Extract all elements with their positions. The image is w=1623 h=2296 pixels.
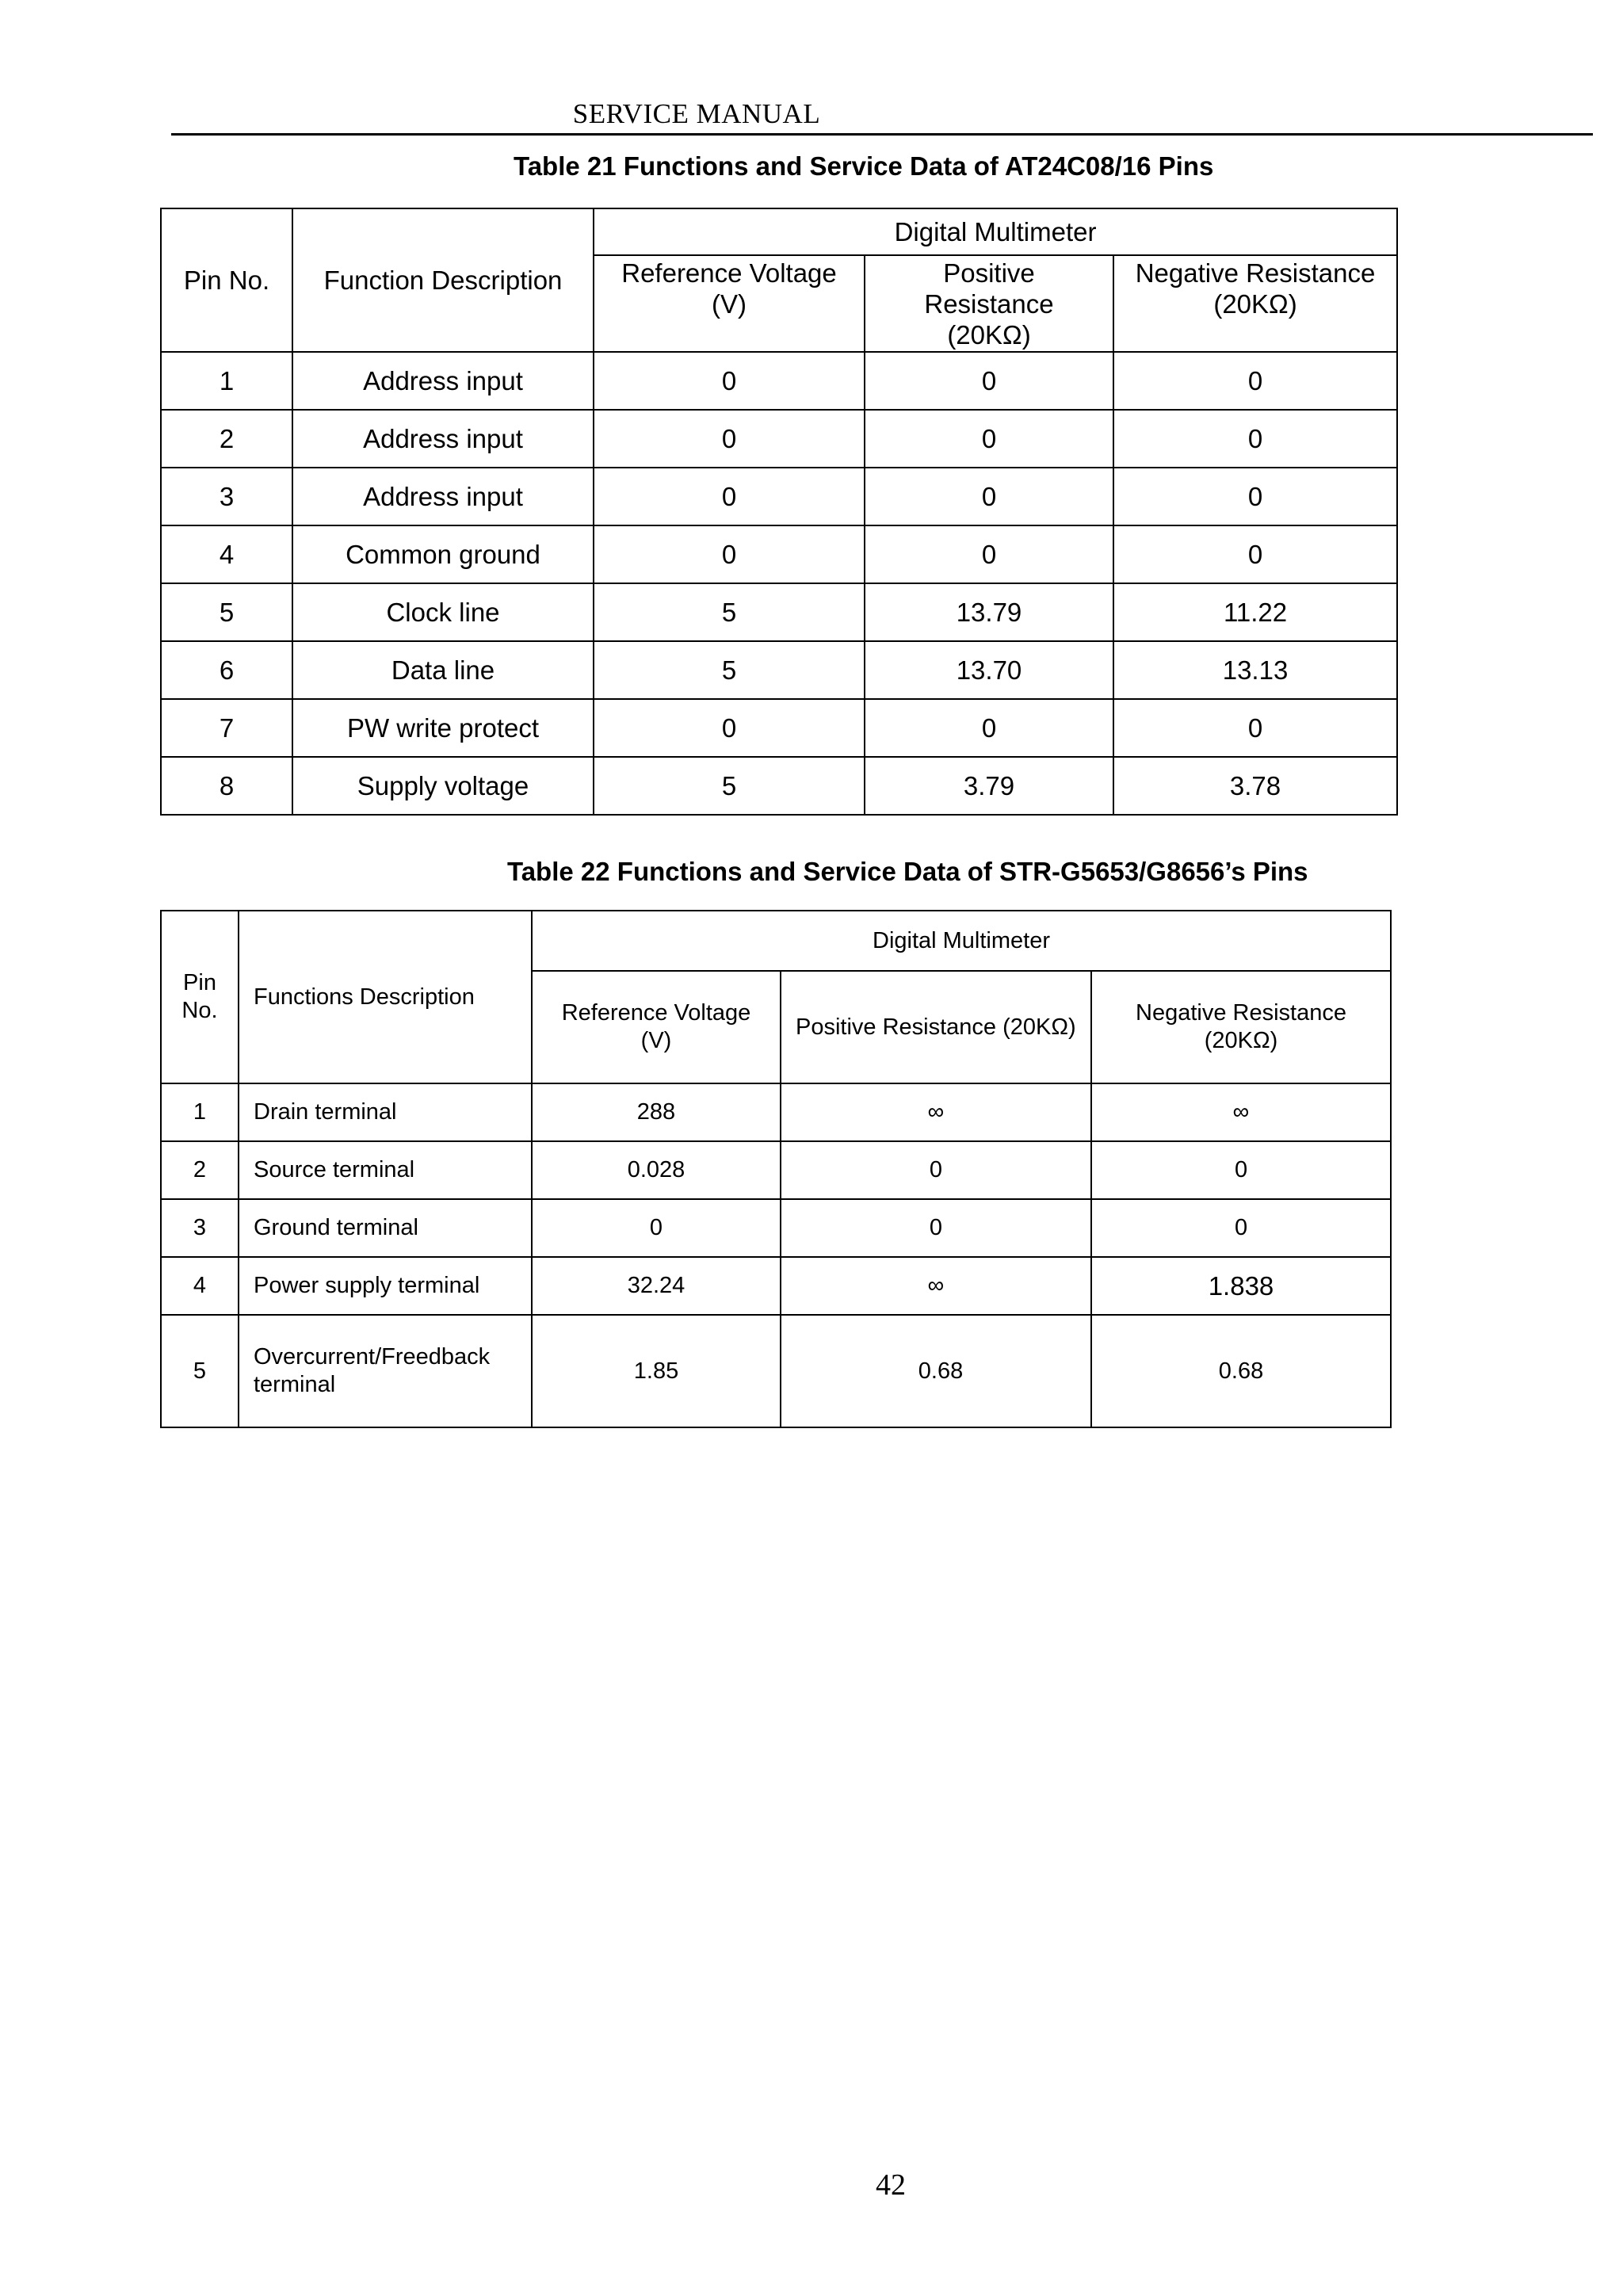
pos-resistance-cell: 0: [865, 410, 1113, 468]
ref-voltage-cell: 0: [594, 525, 865, 583]
function-cell: Common ground: [292, 525, 594, 583]
page-header: SERVICE MANUAL: [572, 98, 821, 129]
pin-cell: 5: [161, 583, 292, 641]
pin-cell: 4: [161, 525, 292, 583]
table1-caption: Table 21 Functions and Service Data of AT24C08/16 Pins: [514, 151, 1214, 181]
table1-header-group: Digital Multimeter: [594, 208, 1397, 255]
pos-resistance-cell: 0: [865, 525, 1113, 583]
ref-voltage-cell: 0: [594, 699, 865, 757]
neg-resistance-cell: 0.68: [1091, 1315, 1391, 1427]
pos-resistance-cell: 0: [865, 352, 1113, 410]
pos-resistance-cell: 13.70: [865, 641, 1113, 699]
table2-header-ref-voltage: Reference Voltage (V): [532, 971, 781, 1083]
pos-resistance-cell: 0: [865, 468, 1113, 525]
table1-header-ref-voltage: Reference Voltage (V): [594, 255, 865, 352]
function-cell: PW write protect: [292, 699, 594, 757]
neg-resistance-cell: 0: [1091, 1199, 1391, 1257]
table-row: [161, 468, 1397, 525]
table-row: [161, 757, 1397, 815]
neg-resistance-cell: 13.13: [1113, 641, 1397, 699]
pin-cell: 1: [161, 1083, 239, 1141]
pin-cell: 8: [161, 757, 292, 815]
table2-header-pin-no: Pin No.: [161, 911, 239, 1083]
table2-header-function: Functions Description: [239, 911, 532, 1083]
pin-cell: 4: [161, 1257, 239, 1315]
ref-voltage-cell: 1.85: [532, 1315, 781, 1427]
neg-resistance-cell: 1.838: [1091, 1257, 1391, 1315]
table-row: [161, 1315, 1391, 1427]
table-row: [161, 583, 1397, 641]
ref-voltage-cell: 0: [594, 352, 865, 410]
pos-resistance-cell: 3.79: [865, 757, 1113, 815]
function-cell: Address input: [292, 352, 594, 410]
pos-resistance-cell: 0.68: [781, 1315, 1091, 1427]
pin-cell: 3: [161, 468, 292, 525]
neg-resistance-cell: 11.22: [1113, 583, 1397, 641]
ref-voltage-cell: 5: [594, 641, 865, 699]
ref-voltage-cell: 5: [594, 583, 865, 641]
table1: [160, 208, 1398, 816]
table1-header-neg-resistance: Negative Resistance (20KΩ): [1113, 255, 1397, 352]
table2-header-pos-resistance: Positive Resistance (20KΩ): [781, 971, 1091, 1083]
pos-resistance-cell: ∞: [781, 1083, 1091, 1141]
function-cell: Supply voltage: [292, 757, 594, 815]
neg-resistance-cell: 0: [1113, 410, 1397, 468]
table-row: [161, 1257, 1391, 1315]
header-rule: [171, 133, 1593, 136]
function-cell: Power supply terminal: [239, 1257, 532, 1315]
ref-voltage-cell: 32.24: [532, 1257, 781, 1315]
function-cell: Ground terminal: [239, 1199, 532, 1257]
table1-header-pos-resistance: Positive Resistance (20KΩ): [865, 255, 1113, 352]
table1-header-pin-no: Pin No.: [161, 208, 292, 352]
table-row: [161, 352, 1397, 410]
pin-cell: 6: [161, 641, 292, 699]
pin-cell: 3: [161, 1199, 239, 1257]
function-cell: Source terminal: [239, 1141, 532, 1199]
pos-resistance-cell: 13.79: [865, 583, 1113, 641]
ref-voltage-cell: 0: [532, 1199, 781, 1257]
neg-resistance-cell: 3.78: [1113, 757, 1397, 815]
function-cell: Address input: [292, 410, 594, 468]
table2: [160, 910, 1392, 1428]
neg-resistance-cell: 0: [1113, 525, 1397, 583]
ref-voltage-cell: 0: [594, 468, 865, 525]
table-row: [161, 1199, 1391, 1257]
function-cell: Address input: [292, 468, 594, 525]
neg-resistance-cell: 0: [1113, 468, 1397, 525]
ref-voltage-cell: 0: [594, 410, 865, 468]
pos-resistance-cell: 0: [865, 699, 1113, 757]
neg-resistance-cell: ∞: [1091, 1083, 1391, 1141]
ref-voltage-cell: 288: [532, 1083, 781, 1141]
pos-resistance-cell: ∞: [781, 1257, 1091, 1315]
pin-cell: 5: [161, 1315, 239, 1427]
table-row: [161, 1141, 1391, 1199]
pos-resistance-cell: 0: [781, 1199, 1091, 1257]
table-row: [161, 641, 1397, 699]
function-cell: Overcurrent/Freedback terminal: [239, 1315, 532, 1427]
ref-voltage-cell: 5: [594, 757, 865, 815]
pin-cell: 2: [161, 410, 292, 468]
neg-resistance-cell: 0: [1113, 699, 1397, 757]
function-cell: Data line: [292, 641, 594, 699]
table1-header-function: Function Description: [292, 208, 594, 352]
table-row: [161, 1083, 1391, 1141]
pin-cell: 7: [161, 699, 292, 757]
function-cell: Drain terminal: [239, 1083, 532, 1141]
table-row: [161, 699, 1397, 757]
pin-cell: 1: [161, 352, 292, 410]
table2-caption: Table 22 Functions and Service Data of STR-G5653/G8656’s Pins: [507, 857, 1308, 886]
table2-header-group: Digital Multimeter: [532, 911, 1391, 971]
table2-header-neg-resistance: Negative Resistance (20KΩ): [1091, 971, 1391, 1083]
neg-resistance-cell: 0: [1091, 1141, 1391, 1199]
pos-resistance-cell: 0: [781, 1141, 1091, 1199]
function-cell: Clock line: [292, 583, 594, 641]
pin-cell: 2: [161, 1141, 239, 1199]
page-number: 42: [876, 2168, 906, 2202]
table-row: [161, 525, 1397, 583]
ref-voltage-cell: 0.028: [532, 1141, 781, 1199]
neg-resistance-cell: 0: [1113, 352, 1397, 410]
table-row: [161, 410, 1397, 468]
